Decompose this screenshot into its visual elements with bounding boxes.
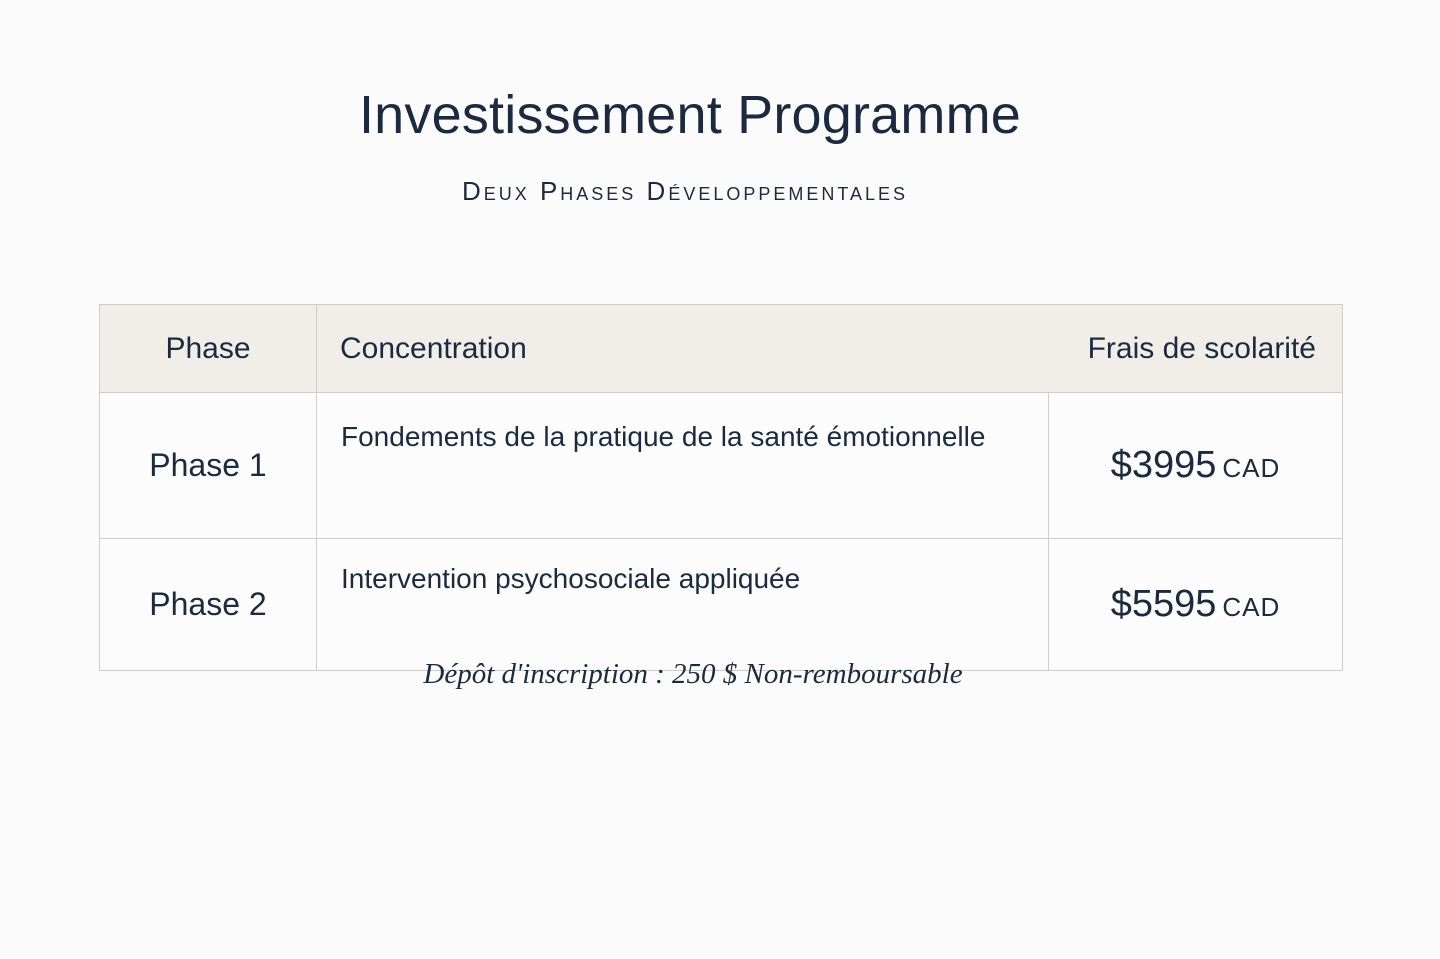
table-header [100, 305, 1343, 393]
column-header-fee: Frais de scolarité [1049, 305, 1343, 393]
table-row [100, 539, 1343, 671]
fee-amount: $3995 [1110, 444, 1217, 486]
deposit-note: Dépôt d'inscription : 250 $ Non-remboursable [423, 658, 963, 690]
concentration-cell: Intervention psychosociale appliquée [317, 539, 1049, 671]
fee-amount: $5595 [1110, 583, 1217, 625]
concentration-cell: Fondements de la pratique de la santé émotionnelle [317, 393, 1049, 539]
column-header-phase: Phase [100, 305, 317, 393]
fee-cell [1049, 539, 1343, 671]
table-header-row [100, 305, 1343, 393]
fee-currency: CAD [1222, 592, 1281, 622]
phase-cell: Phase 1 [100, 393, 317, 539]
page-title: Investissement Programme [358, 85, 1022, 145]
fee-currency: CAD [1222, 453, 1281, 483]
page-subtitle: Deux Phases Développementales [461, 176, 909, 206]
table-row [100, 393, 1343, 539]
fee-cell [1049, 393, 1343, 539]
column-header-concentration: Concentration [317, 305, 1049, 393]
phase-cell: Phase 2 [100, 539, 317, 671]
pricing-table [99, 304, 1343, 671]
table-body [100, 393, 1343, 671]
